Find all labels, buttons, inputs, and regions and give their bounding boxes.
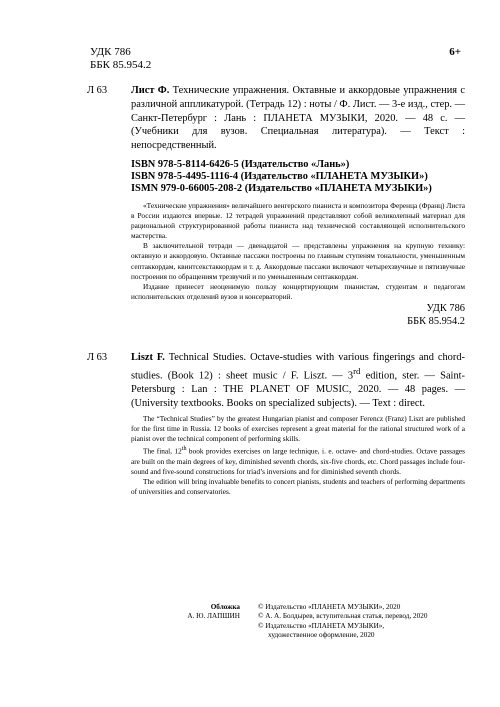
copyright-line: © Издательство «ПЛАНЕТА МУЗЫКИ», bbox=[258, 621, 385, 630]
age-rating: 6+ bbox=[449, 46, 461, 58]
udk-bbk-mid bbox=[407, 302, 465, 328]
annotation-paragraph: «Технические упражнения» величайшего венгерского пианиста и композитора Ференца (Франц) Листа в России издаются впервые. 12 тетрадей упражнений представляют собой великолепный материал для рациональной структурированной работы пианиста над технической составляющей исполнительского мастерства. bbox=[131, 201, 465, 241]
annotation-paragraph: Издание принесет неоценимую пользу концертирующим пианистам, студентам и педагогам исполнительских отделений вузов и консерваторий. bbox=[131, 281, 465, 301]
copyright-line: © А. А. Болдырев, вступительная статья, перевод, 2020 bbox=[258, 612, 428, 621]
edition-superscript: rd bbox=[353, 365, 361, 376]
description-en-part2: edition, ster. — Saint-Petersburg : Lan : THE PLANET OF MUSIC, 2020. — 48 pages. — (University textbooks. Books on specialized subjects). — Text : direct. bbox=[131, 370, 465, 409]
bbk-mid: ББК 85.954.2 bbox=[407, 316, 465, 327]
description-ru: Технические упражнения. Октавные и аккордовые упражнения с различной аппликатурой. (Тетрадь 12) : ноты / Ф. Лист. — 3-е изд., стер. — Санкт-Петербург : Лань : ПЛАНЕТА МУЗЫКИ, 2020. — 48 с. — (Учебники для вузов. Специальная литература). — Текст : непосредственный. bbox=[131, 85, 465, 152]
cover-credit-name: А. Ю. ЛАПШИН bbox=[187, 612, 240, 621]
isbn-line: ISBN 978-5-8114-6426-5 (Издательство «Лань») bbox=[131, 159, 350, 170]
annotation-text: The final, 12 bbox=[143, 446, 182, 456]
bbk-top: ББК 85.954.2 bbox=[90, 59, 152, 71]
isbn-block bbox=[131, 159, 432, 195]
udk-top: УДК 786 bbox=[90, 46, 131, 58]
annotation-paragraph: В заключительной тетради — двенадцатой — представлены упражнения на крупную технику: октавную и аккордовую. Октавные пассажи построены по главным ступеням тональности, уменьшенным септаккордам, квинтсекстаккордам и т. д. Аккордовые пассажи включают четырехзвучные и пятизвучные построения по обращениям трезвучий и по уменьшенным септаккордам. bbox=[131, 241, 465, 281]
russian-catalog-entry bbox=[87, 84, 465, 153]
catalog-code-en: Л 63 bbox=[87, 352, 108, 363]
copyright-block bbox=[258, 603, 478, 641]
russian-annotation bbox=[131, 201, 465, 302]
author-ru: Лист Ф. bbox=[131, 85, 170, 96]
cover-credit bbox=[176, 603, 240, 622]
catalog-text-ru bbox=[131, 84, 465, 153]
ismn-line: ISMN 979-0-66005-208-2 (Издательство «ПЛАНЕТА МУЗЫКИ») bbox=[131, 183, 432, 194]
cover-credit-title: Обложка bbox=[210, 603, 240, 611]
annotation-paragraph: The “Technical Studies” by the greatest Hungarian pianist and composer Ferencz (Franz) Liszt are published for the first time in Russia. 12 books of exercises represent a great material for the rational structured work of a pianist over the technical component of performing skills. bbox=[131, 414, 465, 444]
isbn-line: ISBN 978-5-4495-1116-4 (Издательство «ПЛАНЕТА МУЗЫКИ») bbox=[131, 171, 428, 182]
udk-mid: УДК 786 bbox=[426, 303, 465, 314]
english-catalog-entry bbox=[87, 351, 465, 411]
copyright-line: © Издательство «ПЛАНЕТА МУЗЫКИ», 2020 bbox=[258, 603, 401, 611]
catalog-code-ru: Л 63 bbox=[87, 85, 108, 96]
annotation-paragraph bbox=[131, 444, 465, 477]
udk-bbk-top bbox=[90, 46, 151, 72]
description-en-part1: Technical Studies. Octave-studies with various fingerings and chord-studies. (Book 12) : sheet music / F. Liszt. — 3 bbox=[131, 352, 465, 382]
ordinal-superscript: th bbox=[181, 446, 187, 453]
annotation-paragraph: The edition will bring invaluable benefits to concert pianists, students and teachers of performing departments of universities and conservatories. bbox=[131, 476, 465, 497]
copyright-line-continuation: художественное оформление, 2020 bbox=[268, 631, 375, 640]
annotation-text: book provides exercises on large technique, i. e. octave- and chord-studies. Octave passages are built on the main degrees of key, diminished seventh chords, six-five chords, etc. Chord passages include four-sound and five-sound constructions for triad’s inversions and for diminished seventh chords. bbox=[131, 446, 465, 476]
catalog-text-en bbox=[131, 351, 465, 411]
author-en: Liszt F. bbox=[131, 352, 165, 363]
english-annotation bbox=[131, 414, 465, 497]
